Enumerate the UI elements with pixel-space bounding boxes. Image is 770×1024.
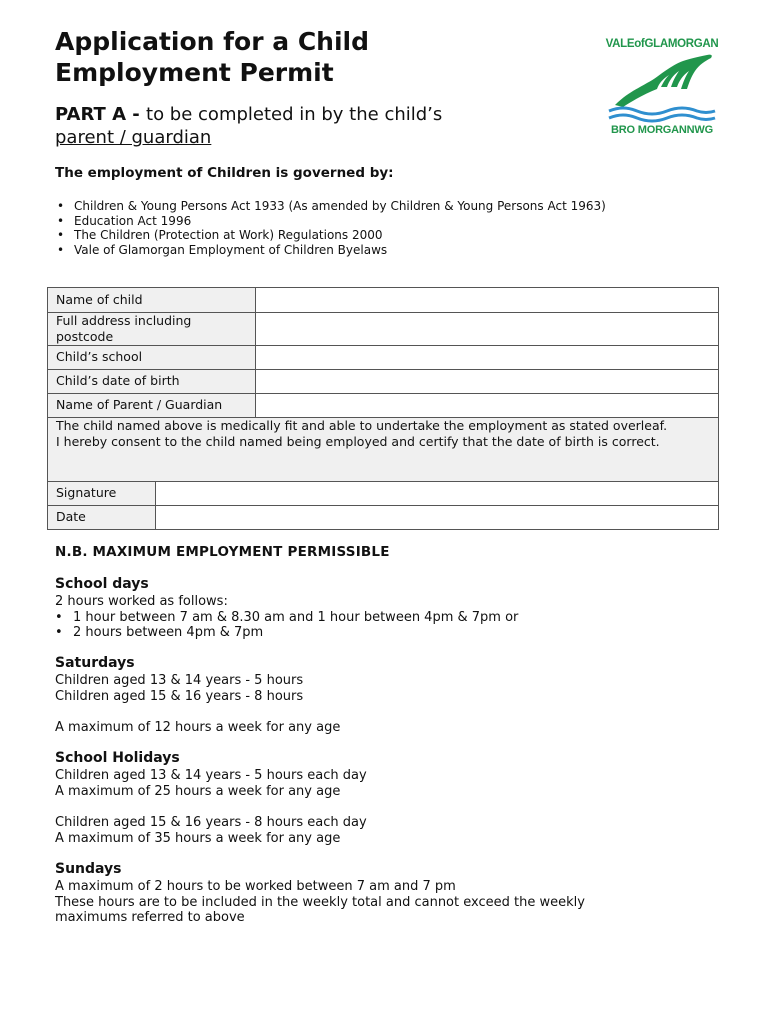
name-of-child-label: Name of child [48, 288, 256, 313]
list-item: • 1 hour between 7 am & 8.30 am and 1 hour between 4pm & 7pm or [55, 610, 518, 626]
saturdays-section [55, 673, 303, 704]
childs-school-label: Child’s school [48, 346, 256, 370]
sundays-section [55, 879, 655, 926]
sundays-line: A maximum of 2 hours to be worked between 7 am and 7 pm [55, 879, 456, 894]
list-item: • 2 hours between 4pm & 7pm [55, 625, 518, 641]
signature-label: Signature [48, 482, 156, 506]
sundays-line: These hours are to be included in the weekly total and cannot exceed the weekly maximums referred to above [55, 894, 585, 926]
logo-bottom-text: BRO MORGANNWG [611, 124, 713, 136]
saturdays-weekly-max: A maximum of 12 hours a week for any age [55, 720, 341, 735]
list-item: • Vale of Glamorgan Employment of Children Byelaws [55, 243, 606, 258]
saturdays-heading: Saturdays [55, 655, 135, 671]
school-holidays-section-a [55, 768, 367, 799]
consent-text: I hereby consent to the child named being employed and certify that the date of birth is correct. [56, 434, 660, 449]
list-item: • Education Act 1996 [55, 214, 606, 229]
full-address-label: Full address including postcode [48, 313, 256, 346]
signature-field[interactable] [156, 482, 719, 506]
holidays-line: Children aged 15 & 16 years - 8 hours each day [55, 815, 367, 830]
list-item: • The Children (Protection at Work) Regulations 2000 [55, 228, 606, 243]
coastline-icon [607, 53, 717, 125]
name-of-child-field[interactable] [256, 288, 719, 313]
date-of-birth-field[interactable] [256, 370, 719, 394]
childs-school-field[interactable] [256, 346, 719, 370]
saturdays-line: Children aged 13 & 14 years - 5 hours [55, 673, 304, 688]
school-holidays-section-b [55, 815, 367, 846]
holidays-line: A maximum of 35 hours a week for any age [55, 830, 341, 846]
application-form-table [47, 287, 719, 530]
governed-heading: The employment of Children is governed by: [55, 165, 394, 181]
logo-top-text: VALEofGLAMORGAN [605, 38, 719, 50]
school-holidays-heading: School Holidays [55, 750, 180, 766]
sundays-heading: Sundays [55, 861, 122, 877]
medical-fitness-text: The child named above is medically fit and able to undertake the employment as stated overleaf. [56, 418, 668, 433]
council-logo [604, 38, 720, 138]
date-label: Date [48, 506, 156, 530]
consent-statement [48, 418, 719, 482]
school-days-section [55, 594, 518, 641]
maximum-employment-heading: N.B. MAXIMUM EMPLOYMENT PERMISSIBLE [55, 544, 390, 560]
school-days-heading: School days [55, 576, 149, 592]
school-days-list [55, 610, 518, 641]
parent-name-label: Name of Parent / Guardian [48, 394, 256, 418]
list-item: • Children & Young Persons Act 1933 (As amended by Children & Young Persons Act 1963) [55, 199, 606, 214]
parent-name-field[interactable] [256, 394, 719, 418]
part-a-heading [55, 103, 442, 149]
date-of-birth-label: Child’s date of birth [48, 370, 256, 394]
date-field[interactable] [156, 506, 719, 530]
part-a-text: to be completed in by the child’s [146, 104, 443, 125]
school-days-intro: 2 hours worked as follows: [55, 594, 228, 609]
holidays-line: A maximum of 25 hours a week for any age [55, 783, 341, 799]
legislation-list [55, 199, 606, 257]
part-a-underlined: parent / guardian [55, 127, 212, 148]
holidays-line: Children aged 13 & 14 years - 5 hours each day [55, 768, 367, 783]
page-title: Application for a Child Employment Permit [55, 27, 370, 87]
saturdays-line: Children aged 15 & 16 years - 8 hours [55, 688, 304, 704]
full-address-field[interactable] [256, 313, 719, 346]
part-a-label: PART A - [55, 104, 147, 125]
